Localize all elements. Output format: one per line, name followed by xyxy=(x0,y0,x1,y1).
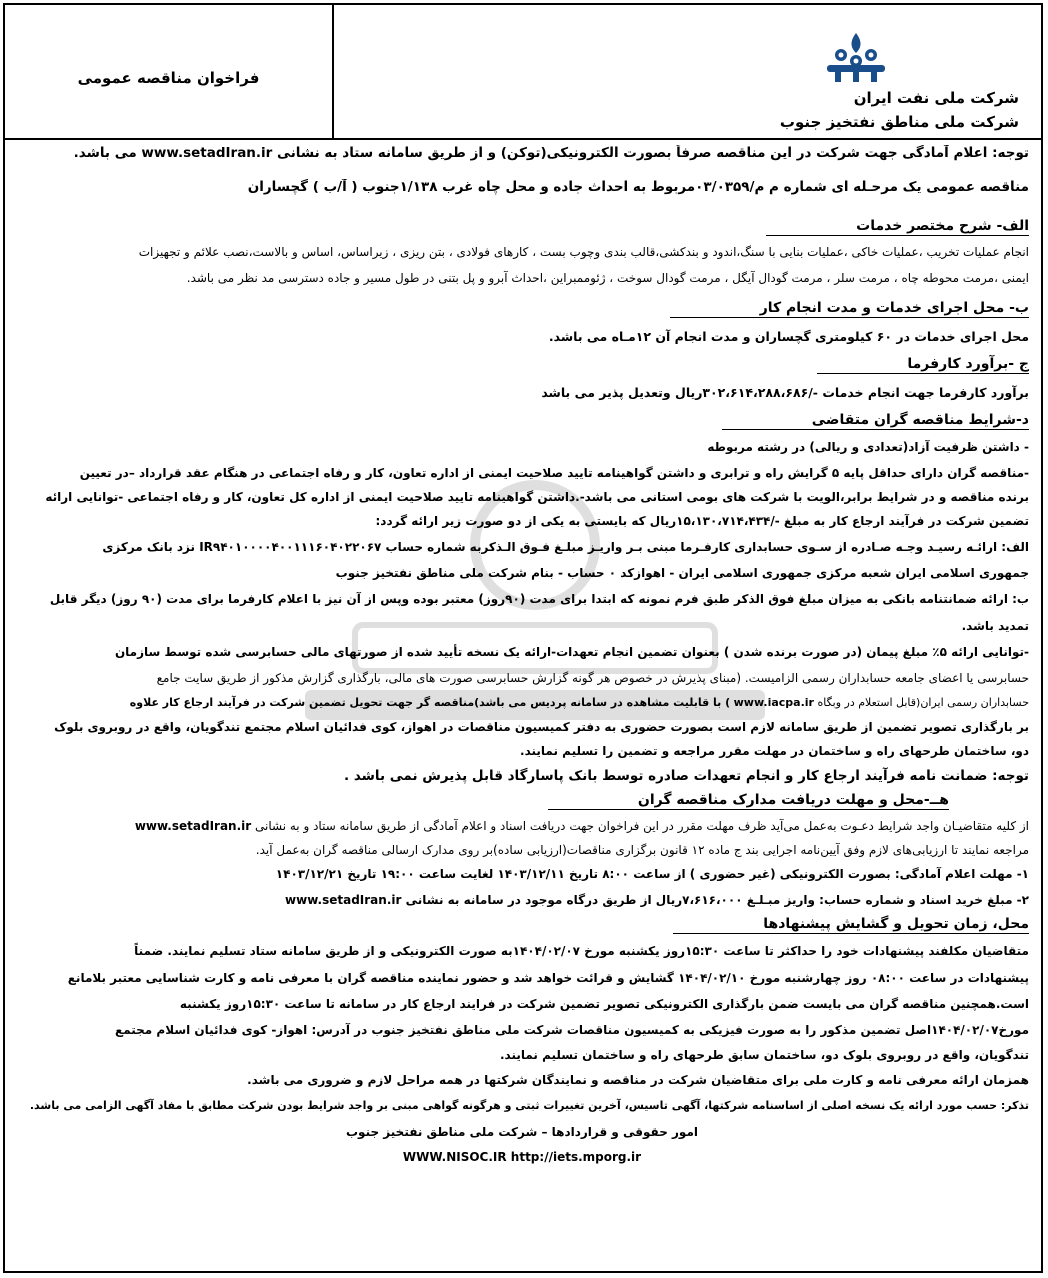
section-a-line: انجام عملیات تخریب ،عملیات خاکی ،عملیات بنایی با سنگ،اندود و بندکشی،قالب بندی وچوب بست ، کارهای فولادی ، بتن ریزی ، زیراساس، اساس و بالاست،نصب علائم و تجهیزات xyxy=(138,245,1029,259)
section-f-line: است.همچنین مناقصه گران می بایست ضمن بارگذاری الکترونیکی تصویر تضمین شرکت در فرایند ارجاع کار در سامانه تا ساعت ۱۵:۳۰روز یکشنبه xyxy=(179,997,1029,1011)
setad-link[interactable]: www.setadIran.ir xyxy=(285,893,402,907)
tender-notice-page xyxy=(3,3,1043,1273)
section-f-title: محل، زمان تحویل و گشایش پیشنهادها xyxy=(673,916,1029,934)
section-d-title: د-شرایط مناقصه گران متقاضی xyxy=(722,412,1029,430)
section-a-line: ایمنی ،مرمت محوطه چاه ، مرمت سلر ، مرمت گودال آیگل ، مرمت گودال سوخت ، ژئوممبراین ،احداث آبرو و پل بتنی در طول مسیر و جاده دسترسی مد نظر می باشد. xyxy=(186,271,1029,285)
section-d-line: حسابرسی یا اعضای جامعه حسابداران رسمی الزامیست. (مبنای پذیرش در خصوص هر گونه گزارش حسابرسی صورت های مالی، بارگذاری گزارش مذکور از طریق سایت جامع xyxy=(156,671,1029,685)
notice-body xyxy=(15,145,1029,1169)
attention-pasargad: توجه: ضمانت نامه فرآیند ارجاع کار و انجام تعهدات صادره توسط بانک پاسارگاد قابل پذیرش نمی باشد . xyxy=(344,768,1029,784)
notice-header xyxy=(5,5,1041,140)
section-b-title: ب- محل اجرای خدمات و مدت انجام کار xyxy=(670,300,1029,318)
section-b-line: محل اجرای خدمات در ۶۰ کیلومتری گچساران و مدت انجام آن ۱۲مـاه می باشد. xyxy=(548,329,1029,344)
deadline-item: ۱- مهلت اعلام آمادگی: بصورت الکترونیکی (غیر حضوری ) از ساعت ۸:۰۰ تاریخ ۱۴۰۳/۱۲/۱۱ لغایت ساعت ۱۹:۰۰ تاریخ ۱۴۰۳/۱۲/۲۱ xyxy=(275,867,1029,881)
setad-link[interactable]: www.setadIran.ir xyxy=(141,145,273,161)
section-d-line: حسابداران رسمی ایران(قابل استعلام در وبگاه www.iacpa.ir ) با قابلیت مشاهده در سامانه پردیس می باشد)مناقصه گر جهت تحویل تضمین شرکت در فرآیند ارجاع کار علاوه xyxy=(129,696,1029,709)
section-d-line: برنده مناقصه و در شرایط برابر،الویت با شرکت های بومی استانی می باشد-.داشتن گواهینامه تایید صلاحیت ایمنی از اداره کل تعاون، کار و رفاه اجتماعی -توانایی ارائه xyxy=(45,490,1029,504)
section-d-line: الف: ارائـه رسیـد وجـه صـادره از سـوی حسابداری کارفـرما مبنی بـر واریـز مبلـغ فـوق الـذکربه شماره حساب IR۹۴۰۱۰۰۰۰۴۰۰۱۱۱۶۰۴۰۲۲۰۶۷ نزد بانک مرکزی xyxy=(102,540,1029,554)
section-d-line: ب: ارائه ضمانتنامه بانکی به میزان مبلغ فوق الذکر طبق فرم نمونه که ابتدا برای مدت (۹۰روز) معتبر بوده وپس از آن نیز با اعلام کارفرما برای مدت (۹۰ روز) دیگر قابل xyxy=(49,592,1029,606)
subsidiary-name: شرکت ملی مناطق نفتخیز جنوب xyxy=(779,113,1019,131)
tender-subject: مناقصه عمومی یک مرحـله ای شماره م م/۰۳/۰۳۵۹مربوط به احداث جاده و محل چاه غرب ۱/۱۳۸جنوب ( آ/ب ) گچساران xyxy=(247,179,1029,195)
payment-item: ۲- مبلغ خرید اسناد و شماره حساب: واریز مبـلـغ ۷،۶۱۶،۰۰۰ریال از طریق درگاه موجود در سامانه به نشانی www.setadIran.ir xyxy=(285,893,1029,907)
section-f-line: همزمان ارائه معرفی نامه و کارت ملی برای متقاضیان شرکت در مناقصه و نمایندگان شرکتها در همه مراحل لازم و ضروری می باشد. xyxy=(247,1073,1029,1087)
section-e-line: مراجعه نمایند تا ارزیابی‌های لازم وفق آیین‌نامه اجرایی بند ج ماده ۱۲ قانون برگزاری مناقصات(ارزیابی ساده)بر روی مدارک ارسالی مناقصه گران به‌عمل آید. xyxy=(255,843,1029,857)
note-line: تذکر: حسب مورد ارائه یک نسخه اصلی از اساسنامه شرکتها، آگهی تاسیس، آخرین تغییرات ثبتی و هرگونه گواهی مبنی بر واجد شرایط بودن شرکت مطابق با مفاد آگهی الزامی می باشد. xyxy=(29,1099,1029,1112)
section-c-title: ج -برآورد کارفرما xyxy=(817,356,1029,374)
section-d-line: تضمین شرکت در فرآیند ارجاع کار به مبلغ -/۱۵،۱۳۰،۷۱۴،۴۳۴ریال که بایستی به یکی از دو صورت زیر ارائه گردد: xyxy=(375,514,1029,528)
section-c-line: برآورد کارفرما جهت انجام خدمات -/۳۰۲،۶۱۴،۲۸۸،۶۸۶ریال وتعدیل پذیر می باشد xyxy=(541,385,1029,400)
notice-title: فراخوان مناقصه عمومی xyxy=(77,69,260,87)
setad-link[interactable]: www.setadIran.ir xyxy=(134,819,252,833)
iacpa-link[interactable]: www.iacpa.ir xyxy=(733,696,814,709)
section-f-line: تندگویان، واقع در روبروی بلوک دو، ساختمان سابق طرحهای راه و ساختمان تسلیم نمایند. xyxy=(499,1048,1029,1062)
section-e-line: از کلیه متقاضیـان واجد شرایط دعـوت به‌عمل می‌آید ظرف مهلت مقرر در این فراخوان جهت دریافت اسناد و اعلام آمادگی از طریق سامانه ستاد و به نشانی www.setadIran.ir xyxy=(134,819,1029,833)
header-divider xyxy=(332,5,334,138)
footer-links[interactable]: WWW.NISOC.IR http://iets.mporg.ir xyxy=(402,1150,642,1164)
section-d-line: -توانایی ارائه ۵٪ مبلغ پیمان (در صورت برنده شدن ) بعنوان تضمین انجام تعهدات-ارائه یک نسخه تأیید شده از صورتهای مالی حسابرسی شده توسط سازمان xyxy=(114,645,1029,659)
section-f-line: مورخ۱۴۰۴/۰۲/۰۷اصل تضمین مذکور را به صورت فیزیکی به کمیسیون مناقصات شرکت ملی مناطق نفتخیز جنوب در آدرس: اهواز- کوی فدائیان اسلام مجتمع xyxy=(115,1023,1029,1037)
attention-token-line: توجه: اعلام آمادگی جهت شرکت در این مناقصه صرفاً بصورت الکترونیکی(توکن) و از طریق سامانه ستاد به نشانی www.setadIran.ir می باشد. xyxy=(73,145,1029,161)
company-name: شرکت ملی نفت ایران xyxy=(853,89,1019,107)
section-d-line: - داشتن ظرفیت آزاد(تعدادی و ریالی) در رشته مربوطه xyxy=(707,440,1029,454)
section-f-line: پیشنهادات در ساعت ۰۸:۰۰ روز چهارشنبه مورخ ۱۴۰۴/۰۲/۱۰ گشایش و قرائت خواهد شد و حضور نماینده مناقصه گران با معرفی نامه و کارت شناسایی معتبر بلامانع xyxy=(67,971,1029,985)
section-d-line: جمهوری اسلامی ایران شعبه مرکزی جمهوری اسلامی ایران - اهوازکد ۰ حساب - بنام شرکت ملی مناطق نفتخیز جنوب xyxy=(335,566,1029,580)
section-d-line: دو، ساختمان طرحهای راه و ساختمان در مهلت مقرر مراجعه و تضمین را تسلیم نمایند. xyxy=(520,744,1029,758)
section-e-title: هــ-محل و مهلت دریافت مدارک مناقصه گران xyxy=(548,792,949,810)
section-d-line: بر بارگذاری تصویر تضمین از طریق سامانه لازم است بصورت حضوری به دفتر کمیسیون مناقصات در اهواز، کوی فدائیان اسلام مجتمع تندگویان، واقع در روبروی بلوک xyxy=(54,720,1029,734)
nioc-flame-logo-icon xyxy=(821,31,891,83)
section-d-line: -مناقصه گران دارای حداقل پایه ۵ گرایش راه و ترابری و داشتن گواهینامه تایید صلاحیت ایمنی از اداره تعاون، کار و رفاه اجتماعی در هنگام عقد قرارداد –در تعیین xyxy=(79,466,1029,480)
section-a-title: الف- شرح مختصر خدمات xyxy=(766,218,1029,236)
section-d-line: تمدید باشد. xyxy=(961,619,1029,633)
section-f-line: متقاضیان مکلفند پیشنهادات خود را حداکثر تا ساعت ۱۵:۳۰روز یکشنبه مورخ ۱۴۰۴/۰۲/۰۷به صورت الکترونیکی و از طریق سامانه ستاد تسلیم نمایند. ضمناً xyxy=(134,944,1029,958)
footer-department: امور حقوقی و قراردادها – شرکت ملی مناطق نفتخیز جنوب xyxy=(346,1125,698,1139)
